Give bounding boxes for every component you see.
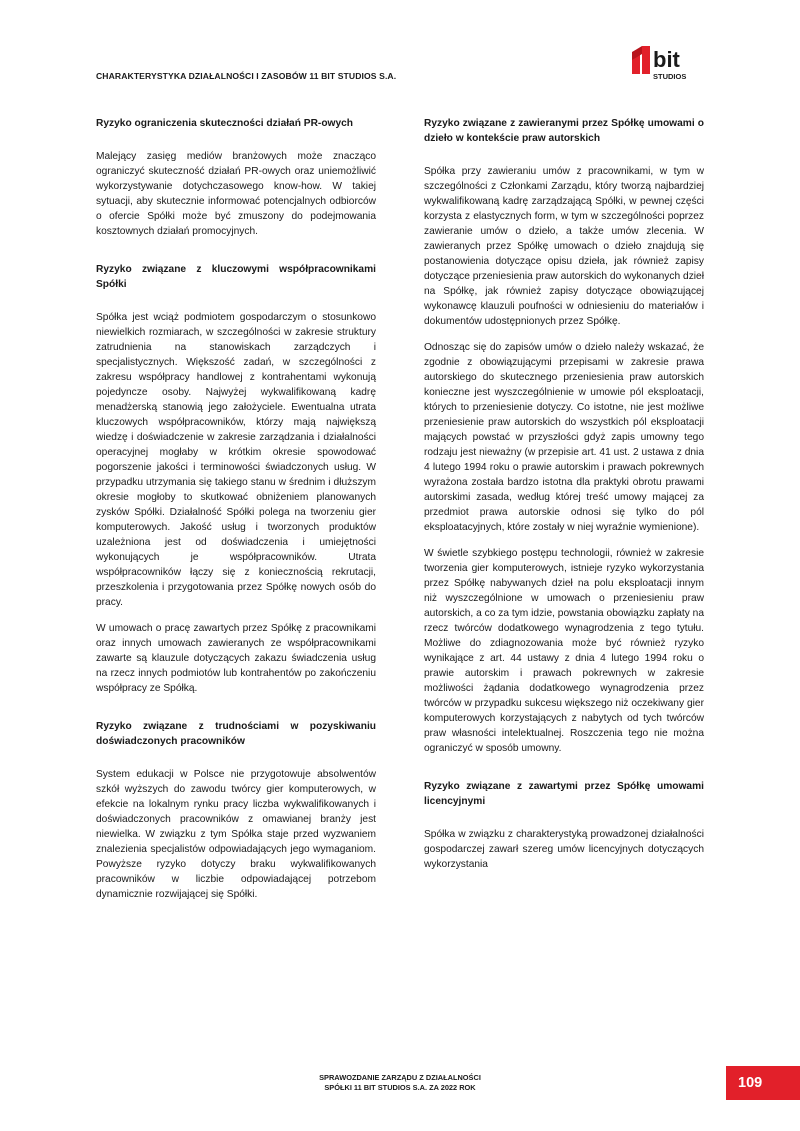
section-title-key-collaborators: Ryzyko związane z kluczowymi współpracownikami Spółki [96,264,376,290]
footer-line-2: SPÓŁKI 11 BIT STUDIOS S.A. ZA 2022 ROK [324,1083,476,1092]
section-title-work-contracts: Ryzyko związane z zawieranymi przez Spółkę umowami o dzieło w kontekście praw autorskich [424,118,704,144]
section-text-key-collaborators-2: W umowach o pracę zawartych przez Spółkę z pracownikami oraz innych umowach zawieranych ze współpracownikami zawarte są klauzule dotyczących zakazu świadczenia usług na rzecz innych podmiotów lub kontrahentów po zakończeniu współpracy ze Spółką. [96,623,376,694]
header-title: CHARAKTERYSTYKA DZIAŁALNOŚCI I ZASOBÓW 11 BIT STUDIOS S.A. [96,71,397,81]
page-number-badge [726,1066,800,1100]
company-logo [632,44,706,84]
footer-report-title [0,1073,800,1093]
section-title-hiring-difficulty: Ryzyko związane z trudnościami w pozyskiwaniu doświadczonych pracowników [96,721,376,747]
logo-subtext: STUDIOS [653,72,687,81]
section-text-work-contracts-1: Spółka przy zawieraniu umów z pracownikami, w tym w szczególności z Członkami Zarządu, który tworzą najbardziej wykwalifikowaną kadrę zarządzającą Spółki, w pewnej części korzysta z elastycznych form, w tym w szczególności poprzez zawieranie umów o dzieło, a także umów zlecenia. W zawieranych przez Spółkę umowach o dzieło znajdują się postanowienia dotyczące opisu dzieła, jak również zapisy dotyczące przeniesienia praw autorskich do wykonanych dzieł na Spółkę, jak również zapisy dotyczące obowiązującej wykonawcę klauzuli poufności w odniesieniu do materiałów i dokumentów udostępnionych przez Spółkę. [424,166,704,327]
section-text-license-agreements: Spółka w związku z charakterystyką prowadzonej działalności gospodarczej zawarł szereg umów licencyjnych dotyczących wykorzystania [424,829,704,870]
page-number: 109 [738,1075,763,1091]
footer-line-1: SPRAWOZDANIE ZARZĄDU Z DZIAŁALNOŚCI [319,1073,481,1082]
section-title-pr-risk: Ryzyko ograniczenia skuteczności działań PR-owych [96,118,354,129]
section-title-license-agreements: Ryzyko związane z zawartymi przez Spółkę umowami licencyjnymi [424,781,704,807]
section-text-hiring-difficulty: System edukacji w Polsce nie przygotowuje absolwentów szkół wyższych do zawodu twórcy gier komputerowych, w efekcie na lokalnym rynku pracy liczba wykwalifikowanych i doświadczonych pracowników z omawianej branży jest niewielka. W związku z tym Spółka staje przed wyzwaniem znalezienia specjalistów odpowiadających jego wymaganiom. Powyższe ryzyko dotyczy braku wykwalifikowanych pracowników w liczbie odpowiadającej potrzebom dynamicznie rozwijającej się Spółki. [96,769,376,900]
right-column [424,116,704,883]
logo-text: bit [653,47,680,72]
left-column [96,116,376,913]
section-text-work-contracts-3: W świetle szybkiego postępu technologii, również w zakresie tworzenia gier komputerowych, istnieje ryzyko wykorzystania przez Spółkę nabywanych dzieł na polu eksploatacji innym niż wyszczególnione w umowach o przeniesieniu praw autorskich, a co za tym idzie, powstania obowiązku zapłaty na rzecz twórców dodatkowego wynagrodzenia z tego tytułu. Możliwe do zdiagnozowania może być również ryzyko wynikające z art. 44 ustawy z dnia 4 lutego 1994 roku o prawie autorskim i prawach pokrewnych w zakresie możliwości żądania dodatkowego wynagrodzenia przez twórców w przypadku sukcesu większego niż oczekiwany gier komputerowych korzystających z nabytych od tych twórców praw własności intelektualnej. Roszczenia tego nie można ograniczyć w sposób umowny. [424,548,704,754]
section-text-pr-risk: Malejący zasięg mediów branżowych może znacząco ograniczyć skuteczność działań PR-owych oraz uniemożliwić wykorzystywanie dotychczasowego know-how. W takiej sytuacji, aby skutecznie informować potencjalnych odbiorców o ofercie Spółki może być zmuszony do podejmowania kosztownych działań promocyjnych. [96,151,376,237]
section-text-work-contracts-2: Odnosząc się do zapisów umów o dzieło należy wskazać, że zgodnie z obowiązującymi przepisami w zakresie prawa autorskiego do skutecznego przeniesienia praw autorskich konieczne jest wyszczególnienie w umowie pól eksploatacji, których to przeniesienie dotyczy. Co istotne, nie jest możliwe przeniesienie praw autorskich do wszystkich pól eksploatacji mających powstać w przyszłości gdyż zapis umowny tego rodzaju jest nieważny (w przepisie art. 41 ust. 2 ustawa z dnia 4 lutego 1994 roku o prawie autorskim i prawach pokrewnych wyrażona została bardzo istotna dla praktyki obrotu prawami autorskimi zasada, według której treść umowy mającej za przedmiot prawa autorskie odnosi się tylko do pól eksploatacyjnych, które zostały w niej wyraźnie wymienione). [424,342,704,533]
section-text-key-collaborators-1: Spółka jest wciąż podmiotem gospodarczym o stosunkowo niewielkich rozmiarach, w szczególności w zakresie struktury zatrudnienia na stanowiskach zarządczych i specjalistycznych. Większość zadań, w szczególności z zakresu współpracy handlowej z kontrahentami wykonują pojedyncze osoby. Najwyżej wykwalifikowaną kadrę menadżerską stanowią jego założyciele. Ewentualna utrata kluczowych współpracowników, którzy mają największą wiedzę i doświadczenie w zakresie zarządzania i działalności operacyjnej mogłaby w krótkim okresie spowodować pogorszenie jakości i terminowości świadczonych usług. W przypadku utrzymania się takiego stanu w średnim i dłuższym okresie mogłoby to skutkować obniżeniem planowanych zysków Spółki. Działalność Spółki polega na tworzeniu gier komputerowych. Jakość usług i tworzonych produktów uzależniona jest od doświadczenia i umiejętności wykonujących je współpracowników. Utrata współpracowników łączy się z koniecznością rekrutacji, przeszkolenia i przygotowania przez Spółkę nowych osób do pracy. [96,312,376,608]
